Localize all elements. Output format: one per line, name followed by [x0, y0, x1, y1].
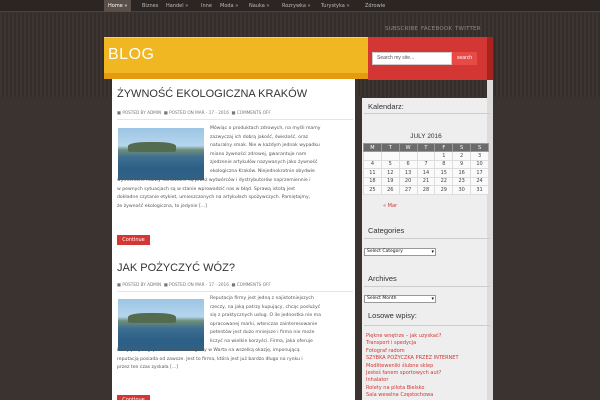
top-navigation — [0, 0, 600, 12]
facebook-link[interactable]: FACEBOOK — [421, 26, 453, 32]
calendar-day: 21 — [417, 177, 435, 186]
calendar-day: 14 — [417, 169, 435, 178]
excerpt-line: przez ten czas zyskała [...] — [117, 365, 178, 371]
divider — [364, 286, 490, 287]
calendar-day — [364, 152, 382, 161]
calendar-day: 8 — [435, 160, 453, 169]
excerpt-line: że żywność ekologiczna, to jedynie [...] — [117, 203, 207, 209]
calendar-day: 17 — [471, 169, 489, 178]
twitter-link[interactable]: TWITTER — [455, 26, 481, 32]
nav-zdrowie[interactable]: Zdrowie — [365, 3, 386, 9]
calendar-day: 7 — [417, 160, 435, 169]
search-input[interactable]: Search my site... — [372, 52, 452, 65]
calendar-widget-title: Kalendarz: — [368, 102, 404, 111]
post-title[interactable]: JAK POŻYCZYĆ WÓZ? — [117, 262, 235, 274]
calendar-day — [381, 152, 399, 161]
excerpt-line: rzeczy, na jaką patrzy kupujący, chcąc posłużyć — [210, 304, 321, 310]
search-panel-shade — [487, 37, 493, 80]
weekday-header: S — [453, 144, 471, 152]
post-excerpt-wrap — [210, 295, 356, 347]
archives-widget-title: Archives — [368, 274, 397, 283]
nav-nauka[interactable]: Nauka » — [249, 3, 270, 9]
calendar-day: 2 — [453, 152, 471, 161]
author-icon: ■ — [117, 282, 121, 287]
divider — [364, 113, 490, 114]
calendar-day: 25 — [364, 186, 382, 195]
calendar-day: 24 — [471, 177, 489, 186]
weekday-header: T — [417, 144, 435, 152]
post-author[interactable]: POSTED BY ADMIN — [122, 110, 162, 115]
excerpt-line: naturalny smak. Nie w każdym jednak wypadku — [210, 143, 320, 149]
random-posts-list — [366, 333, 459, 400]
calendar-icon: ■ — [163, 282, 168, 287]
comment-icon: ■ — [231, 282, 236, 287]
calendar-day: 6 — [399, 160, 417, 169]
blog-title: BLOG — [108, 46, 155, 63]
calendar-day: 30 — [453, 186, 471, 195]
calendar-day: 31 — [471, 186, 489, 195]
nav-handel[interactable]: Handel » — [166, 3, 189, 9]
post-author[interactable]: POSTED BY ADMIN — [122, 282, 162, 287]
categories-widget-title: Categories — [368, 226, 405, 235]
excerpt-line: dokładne czytanie etykiet, umieszczonych na artykułach spożywczych. Pamiętajmy, — [117, 195, 311, 201]
random-post-link[interactable]: SZYBKA POŻYCZKA PRZEZ INTERNET — [366, 355, 459, 362]
sidebar-edge — [487, 80, 493, 400]
nav-home[interactable]: Home » — [104, 0, 131, 12]
calendar-day: 18 — [364, 177, 382, 186]
post-thumbnail[interactable] — [118, 299, 204, 351]
calendar-prev-link[interactable]: « Mar — [383, 203, 398, 209]
excerpt-line: reputacją posiada od zawsze. Jest to firma, która jest już bardzo długo na rynku i — [117, 356, 303, 362]
post-title[interactable]: ŻYWNOŚĆ EKOLOGICZNA KRAKÓW — [117, 88, 308, 100]
calendar-day: 28 — [417, 186, 435, 195]
excerpt-line: liczyć na wielkie korzyści. Firma, jaka oferuje — [210, 338, 313, 344]
post-comments: COMMENTS OFF — [236, 282, 271, 287]
calendar-week — [364, 160, 489, 169]
calendar-day — [399, 152, 417, 161]
random-post-link[interactable]: Transport i spedycja — [366, 340, 417, 347]
calendar-week — [364, 177, 489, 186]
weekday-header: M — [364, 144, 382, 152]
calendar-day: 11 — [364, 169, 382, 178]
nav-biznes[interactable]: Biznes — [142, 3, 159, 9]
divider — [364, 325, 490, 326]
divider — [117, 291, 353, 292]
post-excerpt-full — [117, 347, 355, 373]
excerpt-line: wymienione nazwy stosowane są przez wytwórców i dystrybutorów naprzemiennie i — [117, 178, 311, 183]
random-post-link[interactable]: Fotograf radom — [366, 347, 405, 354]
search-button[interactable]: search — [452, 52, 477, 65]
calendar-day: 29 — [435, 186, 453, 195]
calendar-caption: JULY 2016 — [410, 133, 442, 140]
nav-rozrywka[interactable]: Rozrywka » — [282, 3, 311, 9]
calendar-day: 26 — [381, 186, 399, 195]
excerpt-line: kiedy przysługuje samochód zastępczy w Warta na wszelką okazję, imponującą — [117, 348, 300, 353]
calendar-day: 10 — [471, 160, 489, 169]
random-post-link[interactable]: Jesteś fanem sportowych aut? — [366, 370, 442, 377]
post-thumbnail[interactable] — [118, 128, 204, 180]
excerpt-line: w pewnych sytuacjach są w stanie wprowadzić nas w błąd. Sprawą istotą jest — [117, 186, 296, 192]
random-post-link[interactable]: Sala weselna Częstochowa — [366, 392, 434, 399]
divider — [364, 238, 490, 239]
calendar-day — [417, 152, 435, 161]
calendar-day: 5 — [381, 160, 399, 169]
calendar-day: 16 — [453, 169, 471, 178]
calendar-day: 27 — [399, 186, 417, 195]
random-post-link[interactable]: Piękne wnętrze – jak uzyskać? — [366, 333, 442, 339]
excerpt-line: ekologiczna Kraków. Niejednokrotnie obydwie — [210, 168, 315, 174]
calendar-day: 15 — [435, 169, 453, 178]
calendar-day: 3 — [471, 152, 489, 161]
excerpt-line: opracowanej marki, wtenczas zainteresowanie — [210, 321, 318, 327]
continue-button[interactable]: Continue — [117, 235, 150, 245]
post-date: POSTED ON MAR - 17 - 2016 — [169, 282, 229, 287]
nav-moda[interactable]: Moda » — [220, 3, 239, 9]
calendar-day: 23 — [453, 177, 471, 186]
excerpt-line: Reputacja firmy jest jedną z najistotniejszych — [210, 296, 314, 301]
categories-select[interactable]: Select Category ▾ — [364, 248, 436, 256]
blog-header — [104, 37, 368, 73]
weekday-header: F — [435, 144, 453, 152]
excerpt-line: się z praktycznych usług. O ile jednostka nie ma — [210, 313, 321, 319]
author-icon: ■ — [117, 110, 121, 115]
excerpt-line: miano żywności zdrowej, gwarantuje nam — [210, 151, 307, 157]
calendar-day: 9 — [453, 160, 471, 169]
post-meta — [117, 282, 271, 287]
excerpt-line: Mówiąc o produktach zdrowych, na myśli mamy — [210, 126, 321, 131]
calendar-day: 19 — [381, 177, 399, 186]
calendar-day: 13 — [399, 169, 417, 178]
random-post-link[interactable]: Inhalator — [366, 377, 389, 384]
excerpt-line: zjedzenie artykułów nazywanych jako żywność — [210, 160, 318, 166]
calendar-week — [364, 152, 489, 161]
nav-turystyka[interactable]: Turystyka » — [321, 3, 350, 9]
random-posts-widget-title: Losowe wpisy: — [368, 311, 417, 320]
weekday-header: W — [399, 144, 417, 152]
post-excerpt-wrap — [210, 125, 356, 177]
random-post-link[interactable]: Modliteweniki ślubne sklep — [366, 362, 434, 369]
calendar-week — [364, 186, 489, 195]
excerpt-line: zazwyczaj ich dobrą jakość, świeżość, oraz — [210, 134, 309, 140]
calendar-week — [364, 169, 489, 178]
post-meta — [117, 110, 271, 115]
calendar-icon: ■ — [163, 110, 168, 115]
calendar-table — [363, 133, 489, 195]
continue-button[interactable]: Continue — [117, 395, 150, 400]
subscribe-link[interactable]: SUBSCRIBE — [385, 26, 419, 32]
archives-select[interactable]: Select Month ▾ — [364, 295, 436, 303]
excerpt-line: petentów jest dużo mniejsze i firma nie może — [210, 330, 315, 336]
calendar-day: 12 — [381, 169, 399, 178]
post-excerpt-full — [117, 177, 355, 211]
calendar-day: 4 — [364, 160, 382, 169]
comment-icon: ■ — [231, 110, 236, 115]
nav-inne[interactable]: Inne — [201, 3, 212, 9]
weekday-header: S — [471, 144, 489, 152]
calendar-day: 1 — [435, 152, 453, 161]
divider — [117, 119, 353, 120]
weekday-header: T — [381, 144, 399, 152]
random-post-link[interactable]: Rolety na pilota Bielsko — [366, 384, 425, 391]
post-comments: COMMENTS OFF — [236, 110, 271, 115]
post-date: POSTED ON MAR - 17 - 2016 — [169, 110, 229, 115]
calendar-day: 20 — [399, 177, 417, 186]
calendar-day: 22 — [435, 177, 453, 186]
